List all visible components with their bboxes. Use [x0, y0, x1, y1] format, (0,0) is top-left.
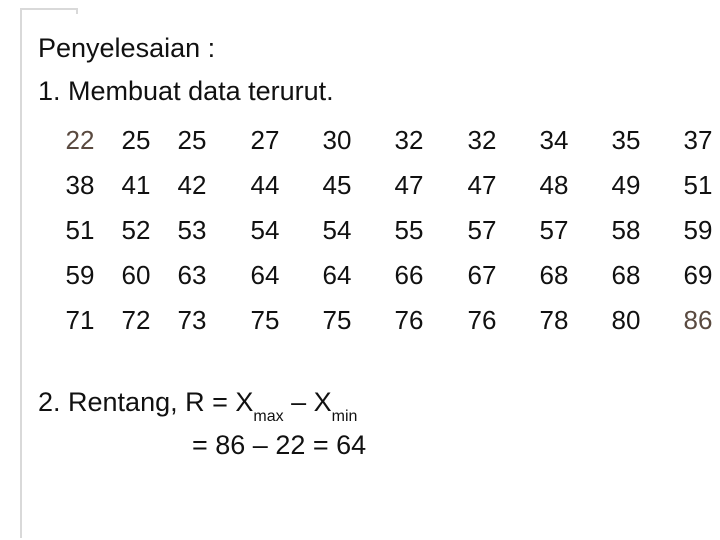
data-cell: 54 [250, 215, 280, 245]
data-cell: 57 [539, 215, 569, 245]
data-cell: 32 [394, 125, 424, 155]
data-cell: 38 [65, 170, 95, 200]
data-cell: 78 [539, 305, 569, 335]
data-cell: 30 [322, 125, 352, 155]
data-cell: 45 [322, 170, 352, 200]
data-cell: 49 [611, 170, 641, 200]
sorted-data-table [0, 118, 720, 343]
data-cell: 37 [683, 125, 713, 155]
data-cell: 58 [611, 215, 641, 245]
range-formula-prefix: 2. Rentang, R = X [38, 387, 254, 417]
data-cell: 25 [177, 125, 207, 155]
data-cell: 47 [394, 170, 424, 200]
data-cell: 41 [121, 170, 151, 200]
data-cell: 52 [121, 215, 151, 245]
step1-title: 1. Membuat data terurut. [38, 76, 334, 106]
data-cell: 54 [322, 215, 352, 245]
data-cell: 67 [467, 260, 497, 290]
data-cell: 72 [121, 305, 151, 335]
data-cell: 55 [394, 215, 424, 245]
data-cell: 32 [467, 125, 497, 155]
range-formula-middle: – X [283, 387, 332, 417]
data-cell: 68 [611, 260, 641, 290]
slide-frame-notch [76, 8, 78, 14]
data-cell: 66 [394, 260, 424, 290]
data-cell: 80 [611, 305, 641, 335]
data-cell: 25 [121, 125, 151, 155]
data-cell: 44 [250, 170, 280, 200]
data-cell: 64 [250, 260, 280, 290]
data-cell: 35 [611, 125, 641, 155]
data-cell: 51 [683, 170, 713, 200]
subscript-min: min [331, 408, 358, 425]
data-cell: 73 [177, 305, 207, 335]
data-cell: 75 [322, 305, 352, 335]
data-cell: 53 [177, 215, 207, 245]
data-cell: 59 [65, 260, 95, 290]
data-cell: 64 [322, 260, 352, 290]
data-cell: 42 [177, 170, 207, 200]
data-cell: 51 [65, 215, 95, 245]
data-cell: 34 [539, 125, 569, 155]
range-result: = 86 – 22 = 64 [192, 430, 367, 460]
data-cell: 75 [250, 305, 280, 335]
data-cell: 69 [683, 260, 713, 290]
data-cell: 57 [467, 215, 497, 245]
data-cell: 48 [539, 170, 569, 200]
slide-frame-top [20, 8, 76, 10]
data-cell: 68 [539, 260, 569, 290]
heading: Penyelesaian : [38, 33, 216, 63]
range-formula [38, 387, 358, 425]
data-cell: 76 [394, 305, 424, 335]
data-cell: 47 [467, 170, 497, 200]
data-cell: 63 [177, 260, 207, 290]
data-cell: 22 [65, 125, 95, 155]
data-cell: 76 [467, 305, 497, 335]
data-cell: 86 [683, 305, 713, 335]
subscript-max: max [253, 408, 284, 425]
data-cell: 27 [250, 125, 280, 155]
data-cell: 59 [683, 215, 713, 245]
data-cell: 60 [121, 260, 151, 290]
data-cell: 71 [65, 305, 95, 335]
